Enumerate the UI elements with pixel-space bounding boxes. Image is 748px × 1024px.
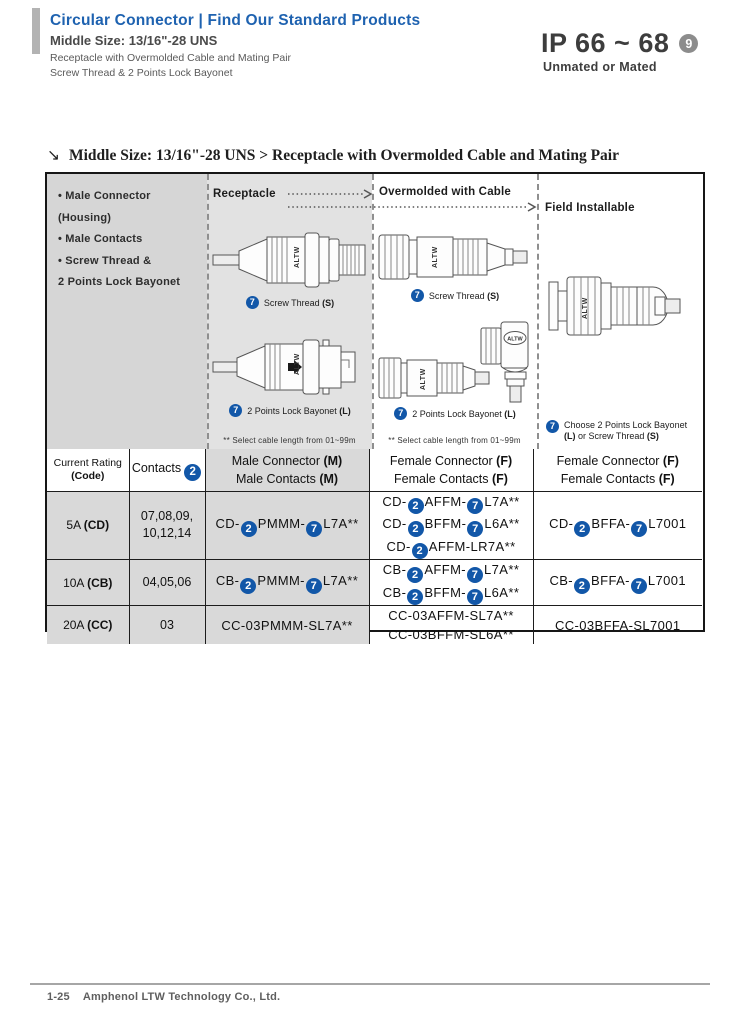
spec-badge: 7 — [246, 296, 259, 309]
product-selection-box — [45, 172, 705, 642]
rating-cell: 20A (CC) — [47, 606, 129, 645]
footer — [47, 991, 280, 1003]
brand-mark: ALTW — [432, 246, 439, 268]
spec-badge: 7 — [631, 521, 647, 537]
male-connector-description-panel: • Male Connector (Housing) • Male Contacts • Screw Thread & 2 Points Lock Bayonet — [47, 174, 207, 449]
col-header-current-rating: Current Rating (Code) — [47, 449, 129, 491]
overmolded-screw-caption: 7 Screw Thread (S) — [372, 289, 537, 302]
rating-cell: 10A (CB) — [47, 560, 129, 606]
part-number-table-wrap — [47, 449, 702, 642]
field-installable-header: Field Installable — [545, 202, 635, 214]
accent-bar — [32, 8, 40, 54]
footer-divider — [30, 983, 710, 985]
brand-mark: ALTW — [507, 336, 523, 343]
spec-badge: 7 — [467, 521, 483, 537]
spec-badge: 7 — [467, 589, 483, 605]
diagram-region — [47, 174, 702, 449]
page-title: Circular Connector | Find Our Standard Products — [50, 12, 421, 29]
col-header-female-field: Female Connector (F) Female Contacts (F) — [533, 449, 702, 491]
description-line-1: Receptacle with Overmolded Cable and Mating Pair — [50, 52, 292, 64]
receptacle-bayonet-caption: 7 2 Points Lock Bayonet (L) — [207, 404, 372, 417]
male-part-cell: CB- 2 PMMM- 7 L7A** — [205, 560, 369, 606]
spec-badge: 7 — [229, 404, 242, 417]
part-number-table — [47, 449, 702, 644]
contacts-cell: 04,05,06 — [129, 560, 205, 606]
col-header-male: Male Connector (M) Male Contacts (M) — [205, 449, 369, 491]
spec-badge: 7 — [467, 567, 483, 583]
spec-badge: 2 — [240, 578, 256, 594]
section-title — [47, 146, 715, 165]
col-header-contacts — [129, 449, 205, 491]
ip-condition: Unmated or Mated — [543, 60, 657, 74]
brand-mark: ALTW — [420, 368, 427, 390]
section-title-text: Middle Size: 13/16"-28 UNS > Receptacle with Overmolded Cable and Mating Pair — [69, 147, 619, 164]
contacts-cell: 03 — [129, 606, 205, 645]
company-name: Amphenol LTW Technology Co., Ltd. — [82, 991, 281, 1003]
male-part-cell: CC-03PMMM-SL7A** — [205, 606, 369, 645]
dotted-arrow-icon — [287, 202, 537, 212]
spec-badge: 7 — [631, 578, 647, 594]
spec-badge: 2 — [407, 567, 423, 583]
receptacle-header: Receptacle — [213, 188, 276, 200]
field-installable-image — [547, 268, 695, 346]
female-field-part-cell: CB- 2 BFFA- 7 L7001 — [533, 560, 702, 606]
male-part-cell: CD- 2 PMMM- 7 L7A** — [205, 491, 369, 560]
description-line-2: Screw Thread & 2 Points Lock Bayonet — [50, 67, 233, 79]
female-field-part-cell: CD- 2 BFFA- 7 L7001 — [533, 491, 702, 560]
female-overmold-part-cell: CC-03AFFM-SL7A** CC-03BFFM-SL6A** — [369, 606, 533, 645]
ip-rating-row — [541, 28, 698, 59]
size-subtitle: Middle Size: 13/16"-28 UNS — [50, 33, 218, 48]
cable-length-footnote: ** Select cable length from 01~99m — [388, 436, 521, 445]
spec-badge: 2 — [184, 464, 201, 481]
female-overmolded-screw-image — [377, 226, 529, 288]
spec-badge: 7 — [306, 521, 322, 537]
spec-badge: 7 — [546, 420, 559, 433]
spec-badge: 7 — [411, 289, 424, 302]
col-header-female-overmold: Female Connector (F) Female Contacts (F) — [369, 449, 533, 491]
female-overmolded-bayonet-image — [377, 316, 529, 420]
spec-badge: 2 — [408, 521, 424, 537]
table-row — [47, 491, 702, 560]
spec-badge: 7 — [306, 578, 322, 594]
note-9-badge: 9 — [679, 34, 698, 53]
spec-badge: 2 — [408, 498, 424, 514]
spec-badge: 7 — [467, 498, 483, 514]
table-row — [47, 560, 702, 606]
ip-rating: IP 66 ~ 68 — [541, 28, 670, 58]
receptacle-screw-caption: 7 Screw Thread (S) — [207, 296, 372, 309]
spec-badge: 2 — [412, 543, 428, 559]
cable-length-footnote: ** Select cable length from 01~99m — [223, 436, 356, 445]
table-row — [47, 606, 702, 645]
section-arrow-icon: ↘ — [47, 147, 60, 164]
female-field-part-cell: CC-03BFFA-SL7001 — [533, 606, 702, 645]
male-receptacle-bayonet-image — [211, 332, 363, 402]
field-installable-caption: 7 Choose 2 Points Lock Bayonet (L) or Screw Thread (S) — [545, 420, 697, 442]
spec-badge: 2 — [574, 521, 590, 537]
overmolded-header: Overmolded with Cable — [379, 186, 512, 198]
female-overmold-part-cell: CD- 2 AFFM- 7 L7A** CD- 2 BFFM- 7 L6A** CD- 2 AFFM-LR7A** — [369, 491, 533, 560]
spec-badge: 7 — [394, 407, 407, 420]
rating-cell: 5A (CD) — [47, 491, 129, 560]
spec-badge: 2 — [407, 589, 423, 605]
brand-mark: ALTW — [582, 297, 589, 319]
brand-mark: ALTW — [294, 246, 301, 268]
spec-badge: 2 — [574, 578, 590, 594]
spec-badge: 2 — [241, 521, 257, 537]
page-number: 1-25 — [47, 991, 70, 1003]
contacts-label: Contacts — [131, 460, 182, 475]
brand-mark: ALTW — [294, 353, 301, 375]
dotted-arrow-icon — [287, 189, 373, 199]
female-overmold-part-cell: CB- 2 AFFM- 7 L7A** CB- 2 BFFM- 7 L6A** — [369, 560, 533, 606]
contacts-cell: 07,08,09, 10,12,14 — [129, 491, 205, 560]
male-receptacle-screw-image — [211, 226, 367, 294]
overmolded-bayonet-caption: 7 2 Points Lock Bayonet (L) — [372, 407, 537, 420]
